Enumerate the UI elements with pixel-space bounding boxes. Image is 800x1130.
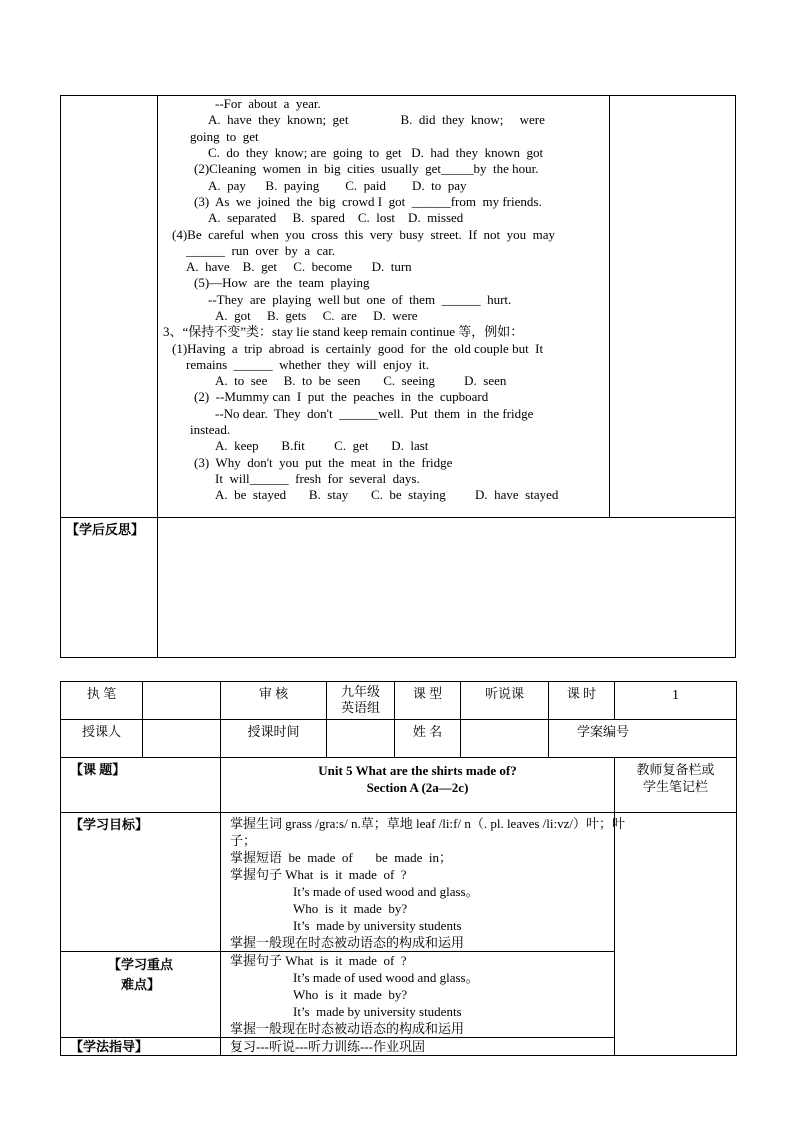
period-value: 1 — [615, 682, 737, 720]
goals-line: Who is it made by? — [293, 901, 408, 916]
goals-content — [221, 813, 626, 952]
col-divider-1 — [157, 95, 158, 658]
exercise-line: A. pay B. paying C. paid D. to pay — [208, 178, 467, 193]
bottom-border — [60, 657, 736, 658]
goals-line: It’s made by university students — [293, 918, 462, 933]
topic-label: 【课 题】 — [61, 758, 221, 813]
exercise-line: --For about a year. — [215, 96, 321, 111]
exercise-line: (4)Be careful when you cross this very busy street. If not you may — [172, 227, 556, 242]
exercise-line: A. have they known; get B. did they know; were — [208, 112, 545, 127]
exercise-line: remains ______ whether they will enjoy it. — [186, 357, 429, 372]
lesson-table — [60, 681, 737, 1056]
col-divider-2 — [609, 95, 610, 518]
type-value: 听说课 — [461, 682, 549, 720]
exercise-line: (1)Having a trip abroad is certainly good for the old couple but It — [172, 341, 544, 356]
exercise-line: A. to see B. to be seen C. seeing D. seen — [215, 373, 507, 388]
teacher-value — [143, 720, 221, 758]
keypoints-line: It’s made by university students — [293, 1004, 462, 1019]
goals-line: 掌握句子 What is it made of ? — [230, 867, 407, 882]
section-title: Section A (2a—2c) — [366, 780, 469, 795]
teacher-label: 授课人 — [61, 720, 143, 758]
review-label: 审 核 — [221, 682, 327, 720]
goals-label: 【学习目标】 — [61, 813, 221, 952]
writer-label: 执 笔 — [61, 682, 143, 720]
exercise-line: --No dear. They don't ______well. Put them in the fridge — [215, 406, 534, 421]
goals-line: 掌握短语 be made of be made in； — [230, 850, 453, 865]
exercise-line: A. separated B. spared C. lost D. missed — [208, 210, 464, 225]
method-label: 【学法指导】 — [61, 1038, 221, 1056]
reflection-label: 【学后反思】 — [66, 522, 145, 537]
keypoints-line: 掌握一般现在时态被动语态的构成和运用 — [230, 1021, 465, 1036]
exercise-line: A. have B. get C. become D. turn — [186, 259, 412, 274]
time-label: 授课时间 — [221, 720, 327, 758]
keypoints-line: It’s made of used wood and glass。 — [293, 970, 479, 985]
exercise-line: ______ run over by a car. — [186, 243, 336, 258]
number-label: 学案编号 — [549, 720, 737, 758]
divider-line — [60, 517, 736, 518]
time-value — [327, 720, 395, 758]
exercise-line: instead. — [190, 422, 231, 437]
exercise-line: A. keep B.fit C. get D. last — [215, 438, 429, 453]
exercise-line: A. be stayed B. stay C. be staying D. have stayed — [215, 487, 559, 502]
goals-line: 子； — [230, 833, 257, 848]
exercise-line: (3) As we joined the big crowd I got ______from my friends. — [194, 194, 542, 209]
method-content: 复习---听说---听力训练---作业巩固 — [221, 1038, 615, 1056]
keypoints-line: 掌握句子 What is it made of ? — [230, 953, 407, 968]
goals-line: 掌握一般现在时态被动语态的构成和运用 — [230, 935, 465, 950]
keypoints-content — [221, 952, 615, 1038]
keypoints-label — [61, 952, 221, 1038]
exercise-line: (5)—How are the team playing — [194, 275, 370, 290]
writer-value — [143, 682, 221, 720]
keypoints-label-line: 难点】 — [120, 977, 160, 992]
unit-title: Unit 5 What are the shirts made of? — [318, 763, 517, 778]
exercise-line: going to get — [190, 129, 259, 144]
left-border — [60, 95, 61, 658]
topic-title — [221, 758, 615, 813]
name-label: 姓 名 — [395, 720, 461, 758]
exercise-line: (3) Why don't you put the meat in the fridge — [194, 455, 453, 470]
notes-column — [615, 813, 737, 1056]
top-border — [60, 95, 736, 96]
goals-line: It’s made of used wood and glass。 — [293, 884, 479, 899]
exercise-line: C. do they know; are going to get D. had they known got — [208, 145, 544, 160]
period-label: 课 时 — [549, 682, 615, 720]
exercise-line: 3、“保持不变”类：stay lie stand keep remain continue 等，例如： — [163, 324, 524, 339]
exercise-line: It will______ fresh for several days. — [215, 471, 420, 486]
goals-line: 掌握生词 grass /gra:s/ n.草；草地 leaf /li:f/ n（. pl. leaves /li:vz/）叶；叶 — [230, 816, 626, 831]
name-value — [461, 720, 549, 758]
keypoints-line: Who is it made by? — [293, 987, 408, 1002]
exercise-line: A. got B. gets C. are D. were — [215, 308, 418, 323]
type-label: 课 型 — [395, 682, 461, 720]
right-border — [735, 95, 736, 658]
exercise-line: (2) --Mummy can I put the peaches in the cupboard — [194, 389, 489, 404]
keypoints-label-line: 【学习重点 — [107, 957, 173, 972]
notes-column-label: 教师复备栏或 学生笔记栏 — [615, 758, 737, 813]
review-value: 九年级 英语组 — [327, 682, 395, 720]
exercise-line: (2)Cleaning women in big cities usually get_____by the hour. — [194, 161, 539, 176]
exercise-line: --They are playing well but one of them ______ hurt. — [208, 292, 512, 307]
